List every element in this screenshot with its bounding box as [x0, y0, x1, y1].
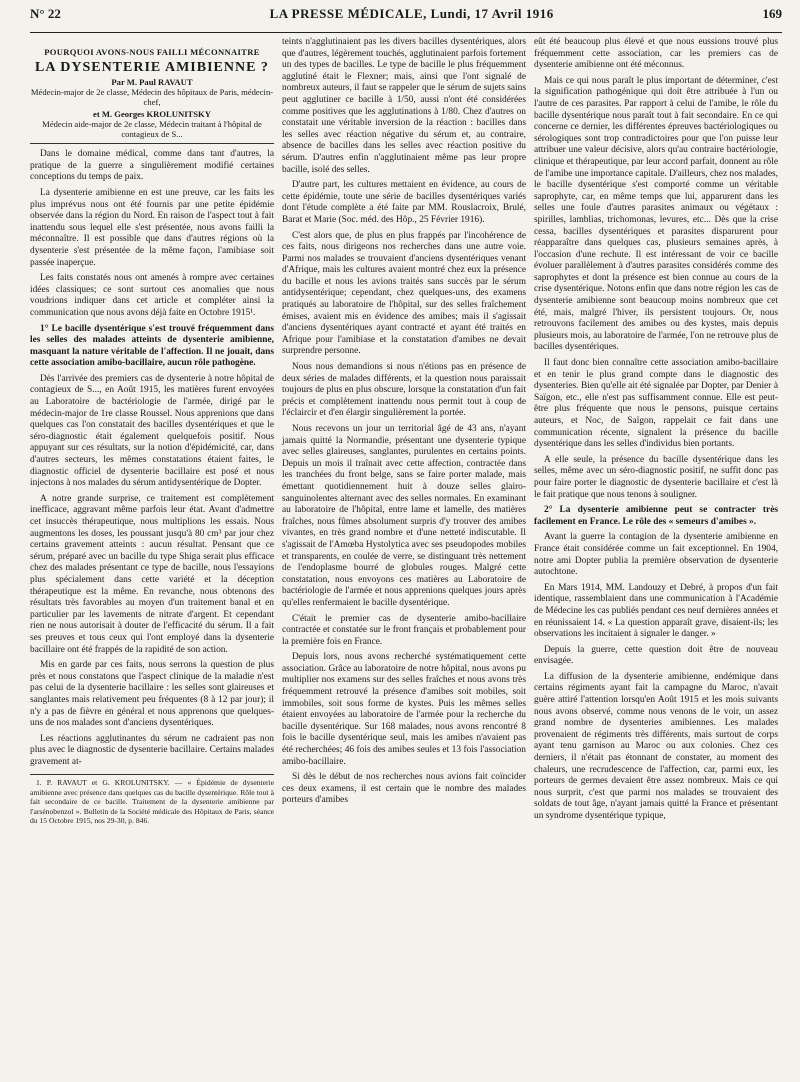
- author-1: Par M. Paul RAVAUT: [111, 77, 193, 88]
- paragraph: Nous recevons un jour un territorial âgé de 43 ans, n'ayant jamais quitté la Normandie, présentant une dysenterie typique avec selles glaireuses, sanglantes, purulentes en certains points. Depuis un mois il traînait avec cette affection, contractée dans les tranchées du front belge, sans se faire porter malade, mais émettant quotidiennement huit à douze selles glairo-sanguinolentes alternant avec des selles normales. En examinant au laboratoire de l'hôpital, entre lame et lamelle, des matières fraîches, nous fûmes absolument surpris d'y trouver des amibes vivantes, en très grand nombre et d'une netteté indiscutable. Il s'agissait de l'Amœba Hystolytica avec ses pseudopodes mobiles et transparents, en coulée de verre, se distinguant très nettement de l'endoplasme bourré de globules rouges. Malgré cette constatation, nous envoyons ces matières au Laboratoire de bactériologie de l'armée et nous apprenions quelques jours après qu'elles renfermaient le bacille dysentérique.: [282, 424, 526, 608]
- paragraph: Si dès le début de nos recherches nous avions fait coïncider ces deux examens, il est certain que le nombre des malades porteurs d'amibes: [282, 772, 526, 806]
- title-block: [30, 47, 274, 144]
- paragraph: C'est alors que, de plus en plus frappés par l'incohérence de ces faits, nous dirigeons nos recherches dans une autre voie. Parmi nos malades se trouvaient d'anciens dysentériques venant d'Afrique, mais les cultures avaient montré chez eux la présence du bacille et nous les avions traités sans succès par le sérum antidysentérique; cependant, chez quelques-uns, des examens pratiqués au laboratoire de l'hôpital, sur des selles fraîchement émises, avaient mis en évidence des amibes; mais il s'agissait d'anciens dysentériques ayant contracté et ayant été traités en Afrique pour l'amibiase et la constatation d'amibes ne devait surprendre personne.: [282, 230, 526, 357]
- paragraph: D'autre part, les cultures mettaient en évidence, au cours de cette épidémie, toute une série de bacilles dysentériques variés dont l'étude complète a été faite par MM. Rouslacroix, Brulé, Barat et Marie (Soc. méd. des Hôp., 25 Février 1916).: [282, 180, 526, 225]
- author-2-role: Médecin aide-major de 2e classe, Médecin traitant à l'hôpital de contagieux de S...: [42, 119, 262, 140]
- footnote: [30, 774, 274, 825]
- byline: [30, 77, 274, 139]
- paragraph: A notre grande surprise, ce traitement est complètement inefficace, aggravant même parfois leur état. Avant d'admettre cet insuccès thérapeutique, nous multiplions les essais. Nous augmentons les doses, les poussant jusqu'à 80 cm³ par jour chez certains gravement atteints : aucun résultat. Pensant que ce sérum, préparé avec un bacille du type Shiga serait plus efficace chez des malades présentant ce type de bacille, nous l'essayions plus spécialement dans cette variété et la déception thérapeutique est la même. En revanche, nous obtenons des résultats très favorables au moyen d'un traitement banal et en particulier par les lavements de nitrate d'argent. Et cependant rien ne nous autorisait à douter de l'efficacité du sérum. Il a fait ses preuves et tous ceux qui l'ont employé dans la dysenterie bacillaire ont été frappés de la rapidité de son action.: [30, 493, 274, 655]
- author-2: et M. Georges KROLUNITSKY: [93, 109, 211, 120]
- paragraph: Avant la guerre la contagion de la dysenterie amibienne en France était considérée comme un fait exceptionnel. En 1904, notre ami Dopter publia la première observation de dysenterie autochtone.: [534, 532, 778, 578]
- paragraph: Dans le domaine médical, comme dans tant d'autres, la pratique de la guerre a singulièrement modifié certaines conceptions du temps de paix.: [30, 149, 274, 183]
- column-1: [30, 37, 274, 827]
- paragraph: Mais ce qui nous paraît le plus important de déterminer, c'est la signification pathogénique qui doit être attribuée à l'un ou l'autre de ces parasites. Par rapport à celui de l'amibe, le rôle du bacille dysentérique nous paraît tout à fait secondaire. En ce qui concerne ce dernier, les différentes épreuves bactériologiques ou sérologiques sont trop contradictoires pour que l'on puisse leur attribuer une valeur décisive, alors qu'au contraire bactériologie, clinique et thérapeutique, par leur accord parfait, donnent au rôle de l'amibe une importance capitale. D'ailleurs, chez nos malades, le bacille dysentérique s'est comporté comme un véritable saprophyte, car, en même temps que lui, apparurent dans les selles une foule d'autres parasites animaux ou végétaux : spirilles, lamblias, trichomonas, levures, etc... Dès que la crise cessa, bacilles dysentériques et parasites disparurent pour réapparaître dans quelques cas, plusieurs semaines après, à l'occasion d'une rechute. Il est intéressant de voir ce bacille évoluer parallèlement à d'autres parasites considérés comme des saprophytes et dont la présence est bien connue au cours de la crise dysentérique. Notons enfin que dans notre région les cas de dysenterie amibienne sont beaucoup moins nombreux que cet été, mais, malgré l'hiver, ils persistent toujours. Or, nous retrouvons facilement des amibes ou des kystes, mais depuis plusieurs mois, au laboratoire de l'armée, l'on ne retrouve plus de bacilles dysentériques.: [534, 75, 778, 353]
- paragraph: En Mars 1914, MM. Landouzy et Debré, à propos d'un fait identique, rassemblaient dans une communication à l'Académie de Médecine les cas publiés pendant ces neuf dernières années et en réunissaient 14. « La question apparaît grave, disaient-ils; les observations les incitaient à signaler le danger. »: [534, 582, 778, 640]
- paragraph: A elle seule, la présence du bacille dysentérique dans les selles, même avec un séro-diagnostic positif, ne suffit donc pas pour faire porter le diagnostic de dysenterie bacillaire et c'est là le fait pratique que nous tenons à souligner.: [534, 454, 778, 500]
- paragraph: La diffusion de la dysenterie amibienne, endémique dans certains régiments ayant fait la campagne du Maroc, n'avait guère attiré l'attention lorsqu'en Août 1915 et les mois suivants nous avons observé, comme nous venons de le voir, un assez grand nombre de dysenteries amibiennes. Les malades provenaient de régiments très différents, mais surtout de corps ayant tenu garnison au Maroc ou aux colonies. Chez ces derniers, il n'était pas étonnant de constater, au moment des chaleurs, une recrudescence de l'affection, car, parmi eux, les porteurs de germes devaient être assez nombreux. Mais ce qui nous surprit, c'est que parmi nos malades se trouvaient des soldats de tout âge, n'ayant jamais quitté la France et présentant un syndrome dysentérique typique,: [534, 671, 778, 821]
- article-columns: [30, 37, 782, 827]
- article-kicker: POURQUOI AVONS-NOUS FAILLI MÉCONNAITRE: [44, 47, 260, 57]
- paragraph: teints n'agglutinaient pas les divers bacilles dysentériques, alors que d'autres, légèrement touchés, agglutinaient parfois fortement un des types de bacilles. Le type de bacille le plus fréquemment agglutiné était le Flexner; mais, ainsi que l'ont signalé de nombreux auteurs, il faut se rappeler que le sérum de sujets sains peut agglutiner ce bacille à 1/50, aussi n'ont été considérées comme positives que les agglutinations à 1/80. Chez d'autres on constatait une véritable inversion de la réaction : bacilles dans les selles avec réaction négative du sérum et, au contraire, absence de bacilles dans les selles avec réaction positive du sérum. D'autres enfin n'agglutinaient même pas leur propre bacille, isolé des selles.: [282, 37, 526, 175]
- footnote-text: 1. P. RAVAUT et G. KROLUNITSKY. — « Épidémie de dysenterie amibienne avec présence dans quelques cas du bacille dysentérique. Rôle tout à fait secondaire de ce bacille. Traitement de la dysenterie amibienne par l'arsénobenzol ». Bulletin de la Société médicale des Hôpitaux de Paris, séance du 15 Octobre 1915, nos 29-30, p. 846.: [30, 778, 274, 826]
- journal-title: LA PRESSE MÉDICALE, Lundi, 17 Avril 1916: [269, 6, 554, 21]
- page-number: 169: [762, 6, 782, 21]
- column-2: [282, 37, 526, 827]
- author-1-role: Médecin-major de 2e classe, Médecin des hôpitaux de Paris, médecin-chef,: [30, 87, 274, 108]
- paragraph: Il faut donc bien connaître cette association amibo-bacillaire et en tenir le plus grand compte dans le diagnostic des dysenteries. Bien qu'elle ait été signalée par Dopter, par Denier à Saïgon, etc., elle n'est pas suffisamment connue. Elle est peut-être plus fréquente que nous le pensons, puisque certains auteurs, et Noc, de Saïgon, rappelait ce fait dans une communication récente, signalent la présence du bacille dysentérique dans les selles d'individus bien portants.: [534, 358, 778, 450]
- column-3: [534, 37, 778, 827]
- article-title: LA DYSENTERIE AMIBIENNE ?: [35, 59, 269, 75]
- section-heading-2: 2° La dysenterie amibienne peut se contracter très facilement en France. Le rôle des « semeurs d'amibes ».: [534, 505, 778, 527]
- paragraph: Nous nous demandions si nous n'étions pas en présence de deux séries de malades différents, et la question nous paraissait toujours de plus en plus obscure, lorsque la constatation d'un fait précis et complètement inattendu nous permit tout à coup de l'éclaircir et d'en élargir singulièrement la portée.: [282, 362, 526, 419]
- paragraph: Dès l'arrivée des premiers cas de dysenterie à notre hôpital de contagieux de S..., en Août 1915, les matières furent envoyées au Laboratoire de bactériologie de l'armée, dirigé par le médecin-major de 1re classe Roussel. Nous apprenions que dans quelques cas l'on constatait des bacilles dysentériques et que le séro-diagnostic était également quelquefois positif. Nous appuyant sur ces résultats, sur la notion d'épidémicité, car, dans d'autres secteurs, les mêmes constatations étaient faites, le diagnostic officiel de dysenterie bacillaire est posé et nous injectons à nos malades du sérum antidysentérique de Dopter.: [30, 373, 274, 489]
- paragraph: C'était le premier cas de dysenterie amibo-bacillaire contractée et constatée sur le front français et probablement pour la première fois en France.: [282, 613, 526, 647]
- issue-number: N° 22: [30, 6, 61, 21]
- paragraph: La dysenterie amibienne en est une preuve, car les faits les plus imprévus nous ont été fournis par une petite épidémie observée dans la région du Nord. En raison de l'aspect tout à fait inattendu sous lequel elle s'est présentée, nous avons failli la méconnaître. Il est possible que dans d'autres régions où la dysenterie s'est présentée de la même façon, l'amibiase soit passée inaperçue.: [30, 187, 274, 268]
- paragraph: Mis en garde par ces faits, nous serrons la question de plus près et nous constatons que l'aspect clinique de la maladie n'est pas celui de la dysenterie bacillaire : les selles sont glaireuses et sanglantes mais relativement peu fréquentes (8 à 12 par jour); il n'y a pas de fièvre en général et nous apprenons que quelques-uns de nos malades sont d'anciens dysentériques.: [30, 660, 274, 729]
- paragraph: Les réactions agglutinantes du sérum ne cadraient pas non plus avec le diagnostic de dysenterie bacillaire. Certains malades gravement at-: [30, 733, 274, 767]
- paragraph: Les faits constatés nous ont amenés à rompre avec certaines idées classiques; ce sont surtout ces anomalies que nous voudrions indiquer dans cet article et compléter ainsi la communication que nous avons déjà faite en Octobre 1915¹.: [30, 273, 274, 318]
- paragraph: Depuis lors, nous avons recherché systématiquement cette association. Grâce au laboratoire de notre hôpital, nous avons pu multiplier nos examens sur des selles fraîches et nous avons très fréquemment retrouvé la présence d'amibes soit mobiles, soit immobiles, soit sous forme de kystes. Puis les mêmes selles étaient envoyées au laboratoire de l'armée pour la recherche du bacille dysentérique. Sur 168 malades, nous avons rencontré 8 fois le bacille dysentérique seul, mais les amibes n'avaient pas été recherchées; 46 fois des amibes seules et 13 fois l'association amibo-bacillaire.: [282, 652, 526, 767]
- paragraph: Depuis la guerre, cette question doit être de nouveau envisagée.: [534, 644, 778, 667]
- paragraph: eût été beaucoup plus élevé et que nous eussions trouvé plus fréquemment cette association, car les premiers cas de dysenterie amibienne ont été méconnus.: [534, 37, 778, 71]
- section-heading-1: 1° Le bacille dysentérique s'est trouvé fréquemment dans les selles des malades atteints de dysenterie amibienne, masquant la nature véritable de l'affection. Il ne jouait, dans cette association amibo-bacillaire, aucun rôle pathogène.: [30, 323, 274, 369]
- running-header: [30, 0, 782, 33]
